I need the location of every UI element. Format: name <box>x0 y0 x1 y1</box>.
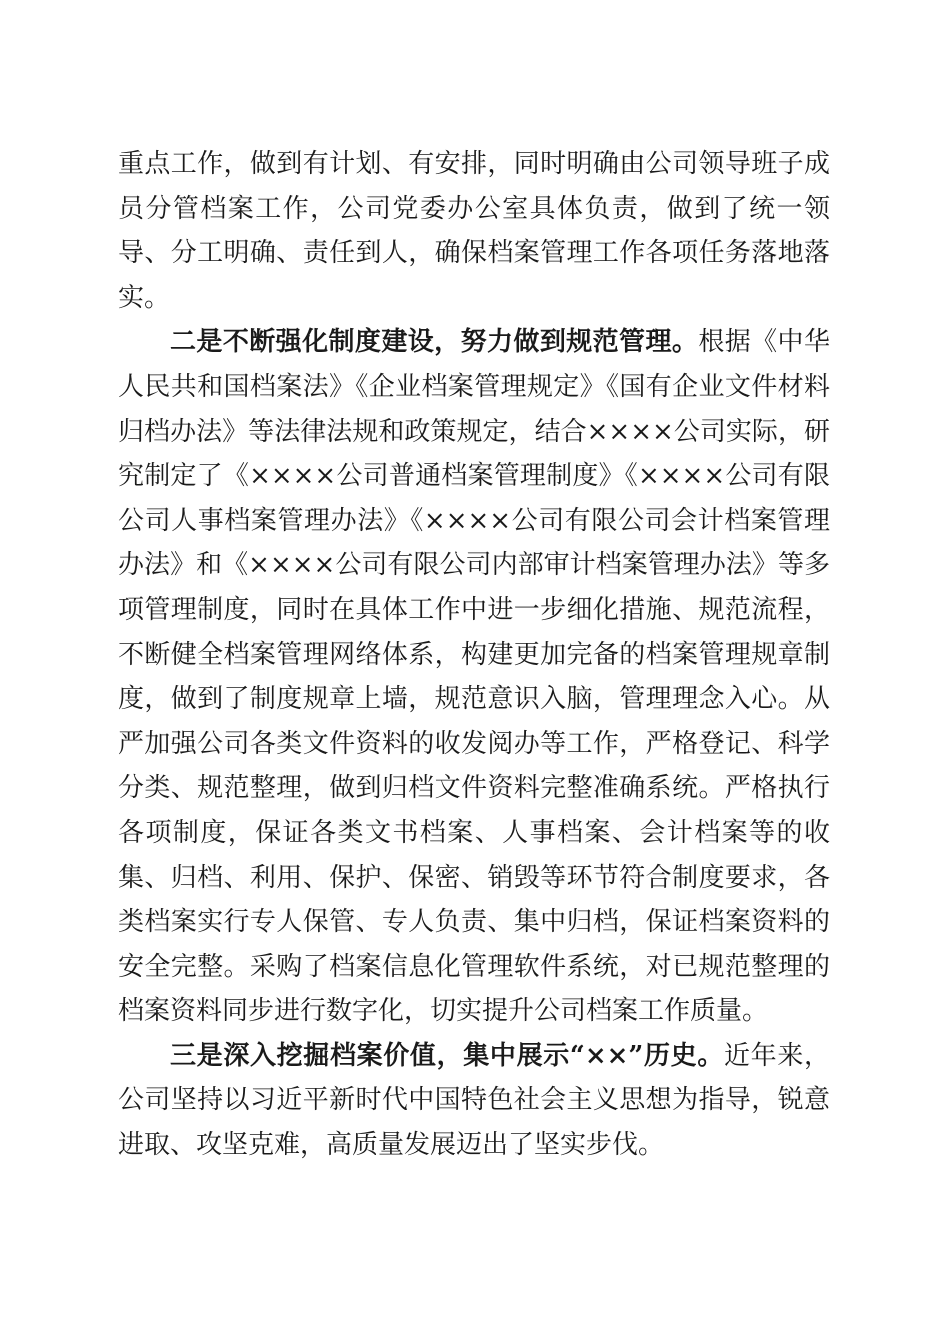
paragraph-text: 重点工作，做到有计划、有安排，同时明确由公司领导班子成员分管档案工作，公司党委办公室具体负责，做到了统一领导、分工明确、责任到人，确保档案管理工作各项任务落地落实。 <box>118 149 830 313</box>
paragraph-lead-sentence: 三是深入挖掘档案价值，集中展示“××”历史。 <box>170 1040 725 1071</box>
paragraph-institution-building <box>118 320 830 1034</box>
paragraph-lead-sentence: 二是不断强化制度建设，努力做到规范管理。 <box>170 327 699 358</box>
paragraph-text: 根据《中华人民共和国档案法》《企业档案管理规定》《国有企业文件材料归档办法》等法律法规和政策规定，结合××××公司实际，研究制定了《××××公司普通档案管理制度》《××××公司有限公司人事档案管理办法》《××××公司有限公司会计档案管理办法》和《××××公司有限公司内部审计档案管理办法》等多项管理制度，同时在具体工作中进一步细化措施、规范流程，不断健全档案管理网络体系，构建更加完备的档案管理规章制度，做到了制度规章上墙，规范意识入脑，管理理念入心。从严加强公司各类文件资料的收发阅办等工作，严格登记、科学分类、规范整理，做到归档文件资料完整准确系统。严格执行各项制度，保证各类文书档案、人事档案、会计档案等的收集、归档、利用、保护、保密、销毁等环节符合制度要求，各类档案实行专人保管、专人负责、集中归档，保证档案资料的安全完整。采购了档案信息化管理软件系统，对已规范整理的档案资料同步进行数字化，切实提升公司档案工作质量。 <box>118 327 830 1027</box>
paragraph-text: 近年来，公司坚持以习近平新时代中国特色社会主义思想为指导，锐意进取、攻坚克难，高质量发展迈出了坚实步伐。 <box>118 1040 830 1161</box>
paragraph-archive-value <box>118 1034 830 1168</box>
document-body <box>118 142 830 1168</box>
paragraph-continuation <box>118 142 830 320</box>
